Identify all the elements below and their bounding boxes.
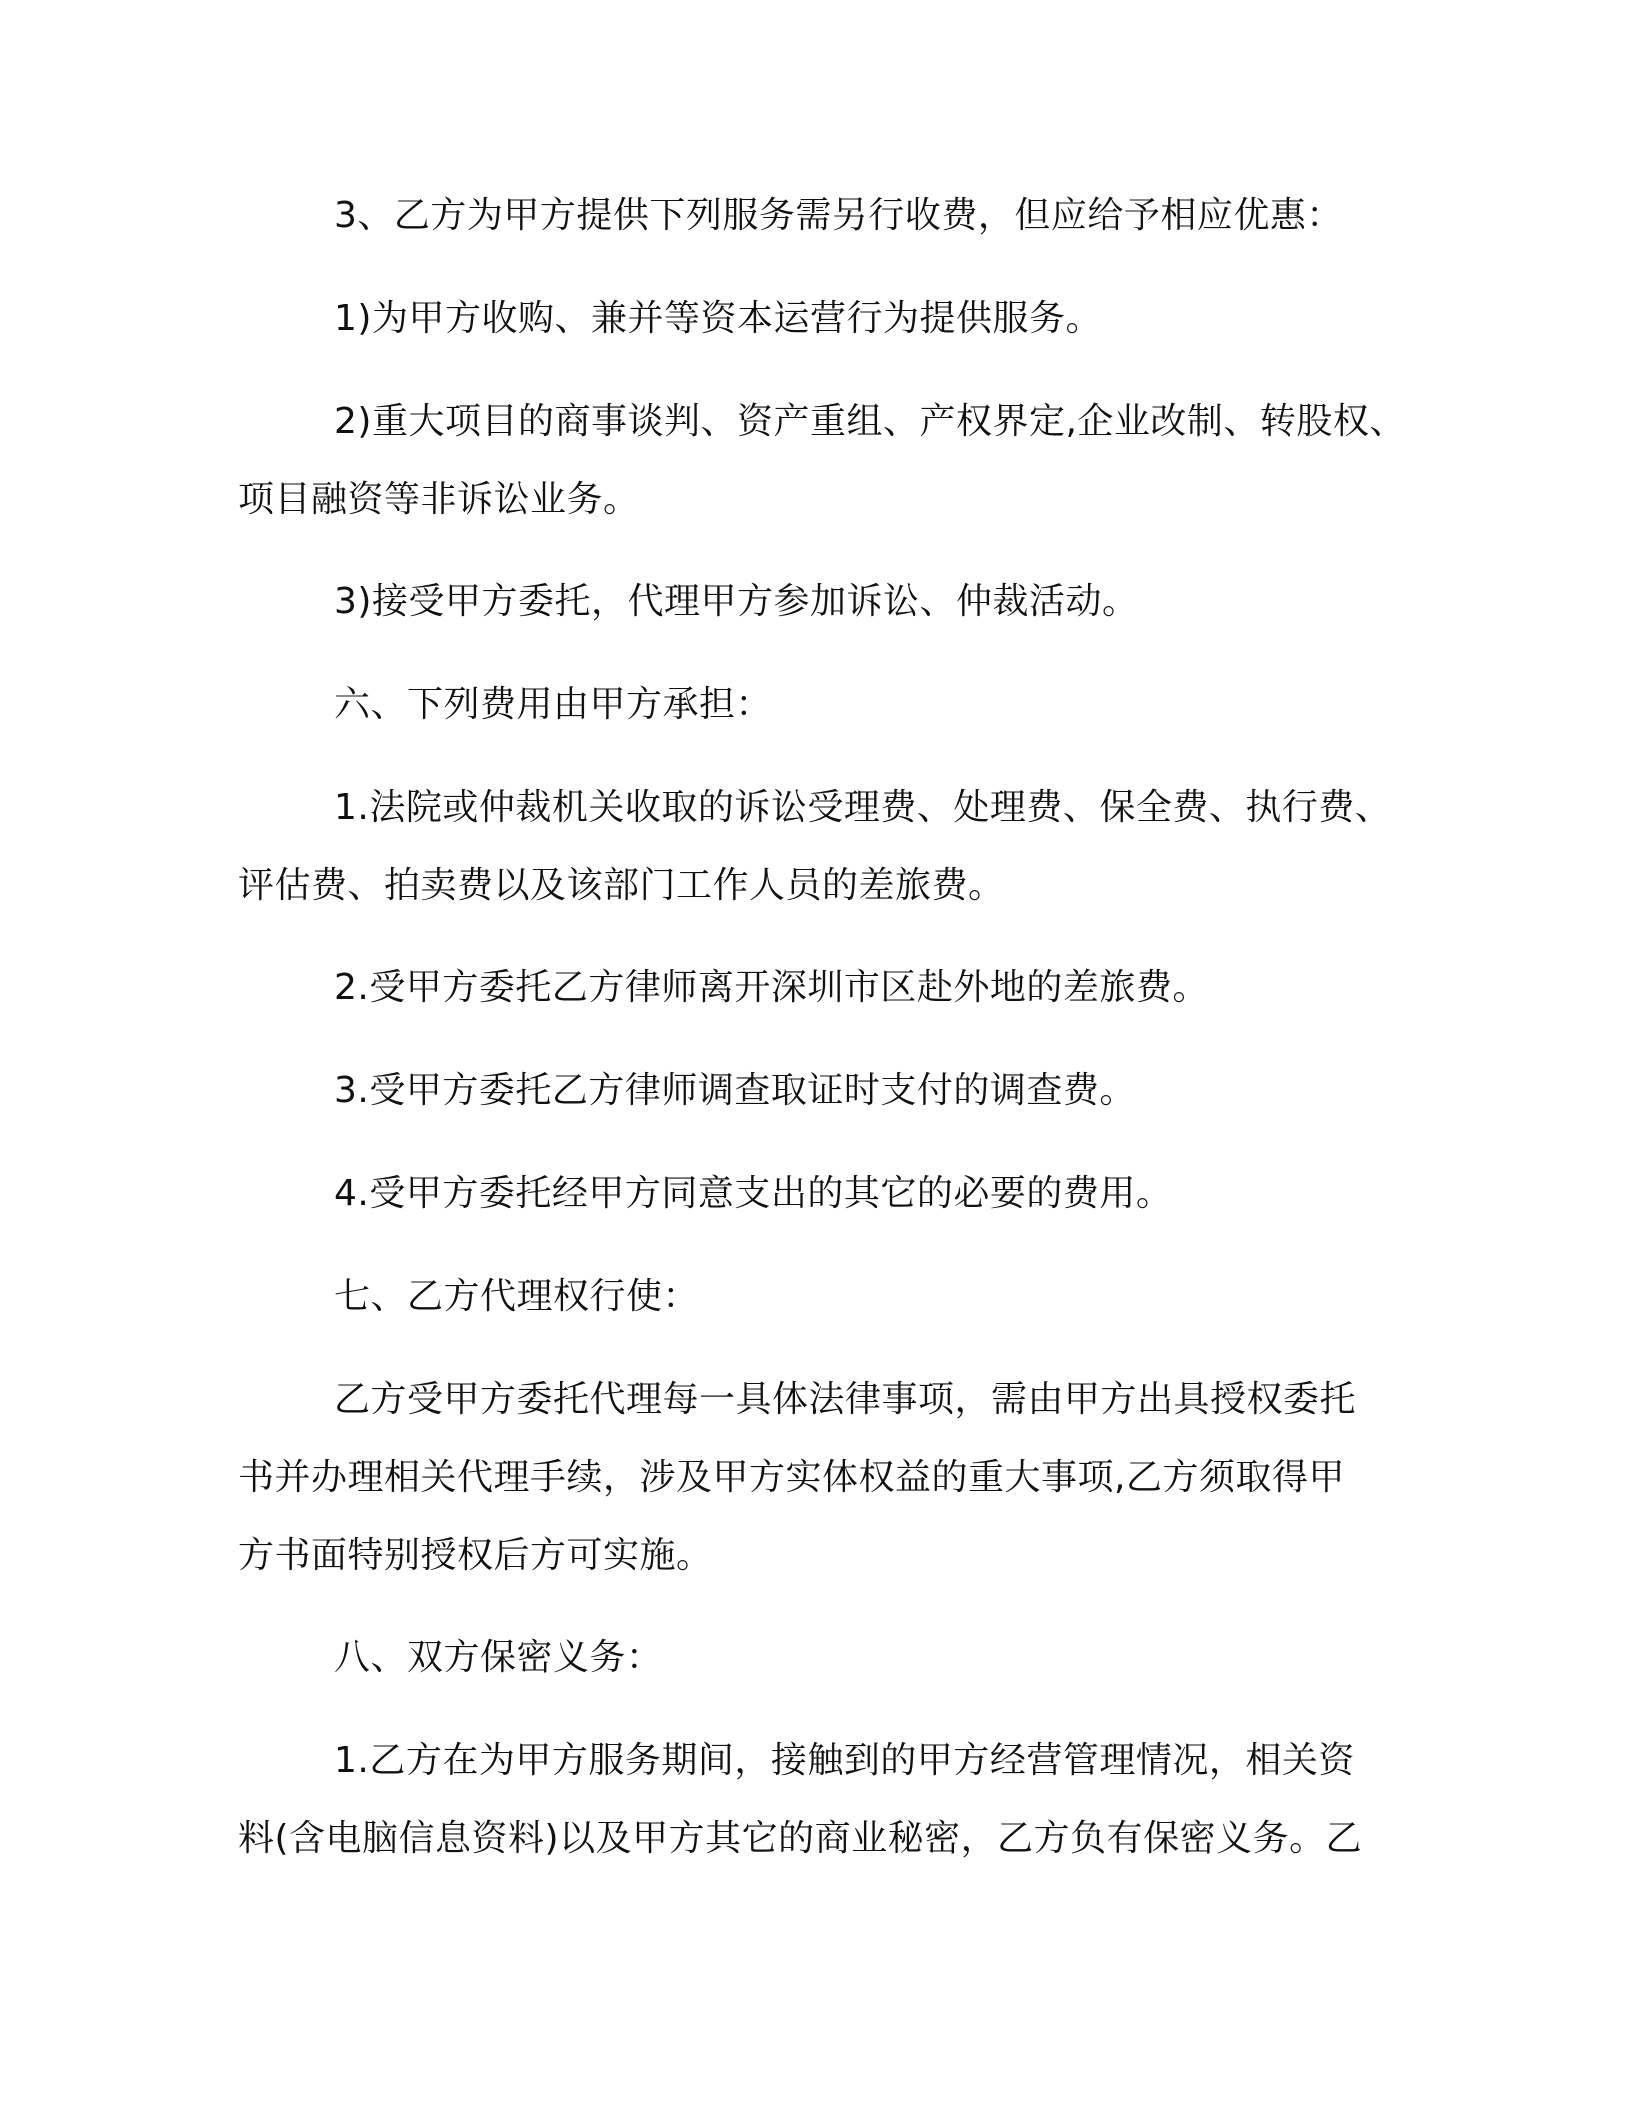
paragraph (238, 958, 1418, 1018)
text-line: 1.乙方在为甲方服务期间，接触到的甲方经营管理情况，相关资 (334, 1740, 1355, 1781)
text-line: 书并办理相关代理手续，涉及甲方实体权益的重大事项,乙方须取得甲 (238, 1457, 1345, 1498)
paragraph (238, 392, 1418, 530)
text-line: 3.受甲方委托乙方律师调查取证时支付的调查费。 (334, 1070, 1136, 1111)
text-line: 3、乙方为甲方提供下列服务需另行收费，但应给予相应优惠： (334, 195, 1343, 236)
section-heading (238, 1267, 1418, 1327)
text-line: 3)接受甲方委托，代理甲方参加诉讼、仲裁活动。 (334, 581, 1139, 622)
text-line: 1)为甲方收购、兼并等资本运营行为提供服务。 (334, 298, 1102, 339)
paragraph (238, 1061, 1418, 1121)
paragraph (238, 778, 1418, 916)
text-line: 项目融资等非诉讼业务。 (238, 479, 640, 520)
text-line: 料(含电脑信息资料)以及甲方其它的商业秘密，乙方负有保密义务。乙 (238, 1818, 1363, 1859)
text-line: 1.法院或仲裁机关收取的诉讼受理费、处理费、保全费、执行费、 (334, 787, 1392, 828)
text-line: 4.受甲方委托经甲方同意支出的其它的必要的费用。 (334, 1173, 1173, 1214)
text-line: 2.受甲方委托乙方律师离开深圳市区赴外地的差旅费。 (334, 967, 1209, 1008)
text-line: 六、下列费用由甲方承担： (334, 684, 773, 725)
text-line: 七、乙方代理权行使： (334, 1276, 700, 1317)
text-line: 方书面特别授权后方可实施。 (238, 1535, 713, 1576)
paragraph (238, 1370, 1418, 1586)
paragraph (238, 1164, 1418, 1224)
paragraph (238, 572, 1418, 632)
paragraph (238, 289, 1418, 349)
text-line: 评估费、拍卖费以及该部门工作人员的差旅费。 (238, 865, 1005, 906)
text-line: 2)重大项目的商事谈判、资产重组、产权界定,企业改制、转股权、 (334, 401, 1406, 442)
section-heading (238, 1628, 1418, 1688)
text-line: 八、双方保密义务： (334, 1637, 663, 1678)
section-heading (238, 675, 1418, 735)
text-line: 乙方受甲方委托代理每一具体法律事项，需由甲方出具授权委托 (334, 1379, 1357, 1420)
paragraph (238, 186, 1418, 246)
paragraph (238, 1731, 1418, 1869)
